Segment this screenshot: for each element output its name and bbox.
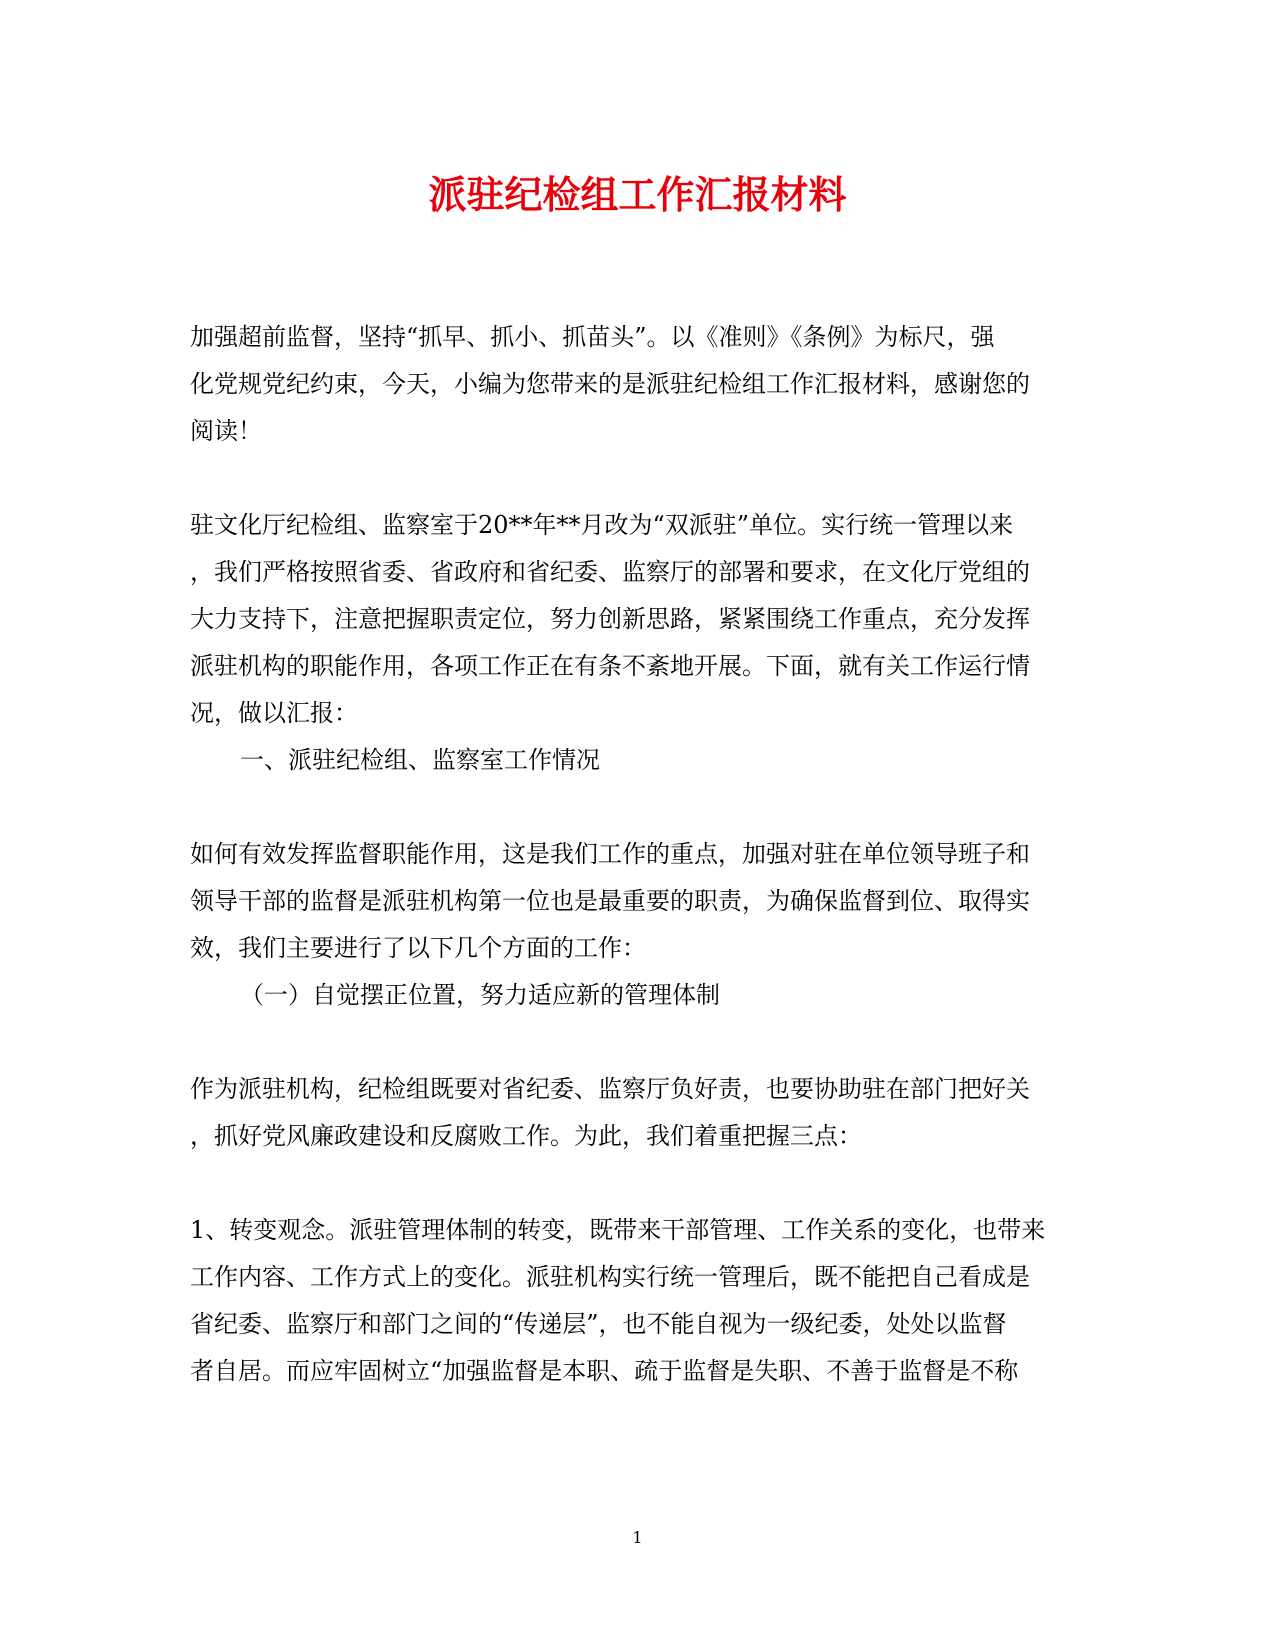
- page-number: 1: [632, 1528, 643, 1547]
- subsection-heading: （一）自觉摆正位置，努力适应新的管理体制: [240, 981, 720, 1009]
- body-line: 领导干部的监督是派驻机构第一位也是最重要的职责，为确保监督到位、取得实: [190, 887, 1030, 915]
- body-line: ，抓好党风廉政建设和反腐败工作。为此，我们着重把握三点：: [190, 1122, 862, 1150]
- body-line: 化党规党纪约束，今天，小编为您带来的是派驻纪检组工作汇报材料，感谢您的: [190, 370, 1030, 398]
- body-line: 大力支持下，注意把握职责定位，努力创新思路，紧紧围绕工作重点，充分发挥: [190, 605, 1030, 633]
- body-line: 加强超前监督，坚持“抓早、抓小、抓苗头”。以《准则》《条例》为标尺，强: [190, 323, 995, 351]
- body-line: 如何有效发挥监督职能作用，这是我们工作的重点，加强对驻在单位领导班子和: [190, 840, 1030, 868]
- body-line: 工作内容、工作方式上的变化。派驻机构实行统一管理后，既不能把自己看成是: [190, 1263, 1030, 1291]
- body-line: 1、转变观念。派驻管理体制的转变，既带来干部管理、工作关系的变化，也带来: [190, 1216, 1046, 1244]
- body-line: 效，我们主要进行了以下几个方面的工作：: [190, 934, 646, 962]
- body-line: 派驻机构的职能作用，各项工作正在有条不紊地开展。下面，就有关工作运行情: [190, 652, 1030, 680]
- body-line: 阅读！: [190, 417, 262, 445]
- section-heading: 一、派驻纪检组、监察室工作情况: [240, 746, 600, 774]
- document-title: 派驻纪检组工作汇报材料: [428, 172, 847, 217]
- body-line: 况，做以汇报：: [190, 699, 358, 727]
- body-line: 者自居。而应牢固树立“加强监督是本职、疏于监督是失职、不善于监督是不称: [190, 1357, 1019, 1385]
- body-line: 驻文化厅纪检组、监察室于20**年**月改为“双派驻”单位。实行统一管理以来: [190, 511, 1014, 539]
- body-line: 省纪委、监察厅和部门之间的“传递层”，也不能自视为一级纪委，处处以监督: [190, 1310, 1007, 1338]
- body-line: ，我们严格按照省委、省政府和省纪委、监察厅的部署和要求，在文化厅党组的: [190, 558, 1030, 586]
- body-line: 作为派驻机构，纪检组既要对省纪委、监察厅负好责，也要协助驻在部门把好关: [190, 1075, 1030, 1103]
